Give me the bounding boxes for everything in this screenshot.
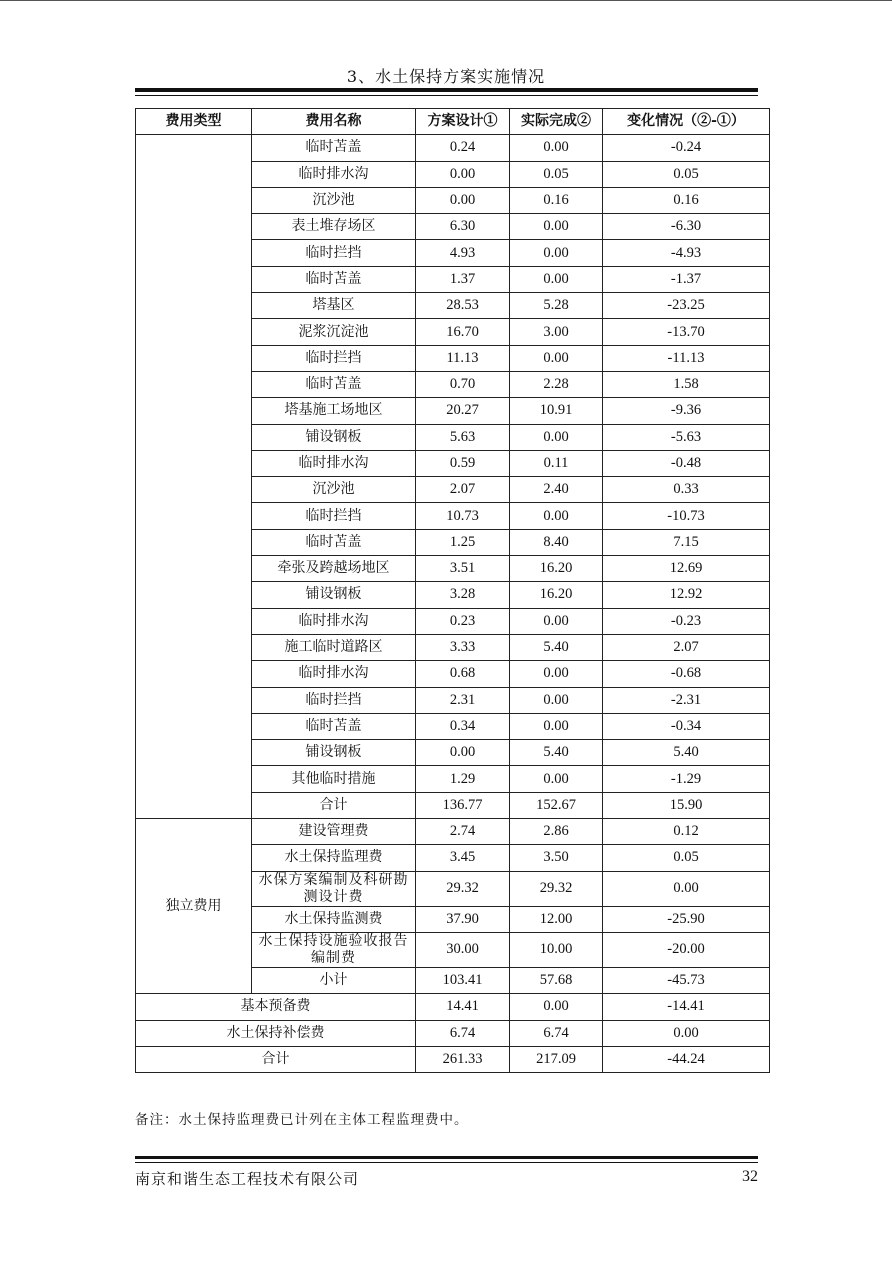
cost-name: 临时苫盖 [252, 266, 416, 292]
actual-value: 152.67 [510, 792, 603, 818]
page-header-title: 3、水土保持方案实施情况 [346, 67, 546, 86]
change-value: -20.00 [603, 932, 770, 967]
change-value: -0.23 [603, 608, 770, 634]
actual-value: 16.20 [510, 556, 603, 582]
change-value: 12.69 [603, 556, 770, 582]
table-row [136, 1046, 770, 1072]
cost-type-cell-temporary [136, 135, 252, 819]
design-value: 1.29 [416, 766, 510, 792]
actual-value: 3.00 [510, 319, 603, 345]
design-value: 0.59 [416, 450, 510, 476]
actual-value: 0.00 [510, 345, 603, 371]
change-value: 15.90 [603, 792, 770, 818]
cost-name: 基本预备费 [136, 994, 416, 1020]
actual-value: 5.40 [510, 634, 603, 660]
cost-name: 施工临时道路区 [252, 634, 416, 660]
header-cost-name: 费用名称 [252, 109, 416, 135]
actual-value: 0.11 [510, 450, 603, 476]
cost-name: 临时苫盖 [252, 135, 416, 161]
change-value: -0.24 [603, 135, 770, 161]
design-value: 30.00 [416, 932, 510, 967]
design-value: 29.32 [416, 871, 510, 906]
design-value: 0.70 [416, 371, 510, 397]
cost-name: 小计 [252, 967, 416, 993]
cost-name: 临时排水沟 [252, 161, 416, 187]
actual-value: 8.40 [510, 529, 603, 555]
design-value: 10.73 [416, 503, 510, 529]
design-value: 11.13 [416, 345, 510, 371]
change-value: -11.13 [603, 345, 770, 371]
design-value: 2.31 [416, 687, 510, 713]
actual-value: 5.28 [510, 293, 603, 319]
change-value: 12.92 [603, 582, 770, 608]
footer-rule-thick [135, 1156, 758, 1159]
design-value: 14.41 [416, 994, 510, 1020]
change-value: -2.31 [603, 687, 770, 713]
design-value: 37.90 [416, 906, 510, 932]
header-cost-type: 费用类型 [136, 109, 252, 135]
design-value: 5.63 [416, 424, 510, 450]
change-value: -0.68 [603, 661, 770, 687]
cost-name: 铺设钢板 [252, 740, 416, 766]
cost-name: 临时拦挡 [252, 345, 416, 371]
cost-name: 临时排水沟 [252, 450, 416, 476]
change-value: -44.24 [603, 1046, 770, 1072]
change-value: -13.70 [603, 319, 770, 345]
design-value: 0.68 [416, 661, 510, 687]
actual-value: 0.00 [510, 608, 603, 634]
design-value: 28.53 [416, 293, 510, 319]
cost-name: 合计 [136, 1046, 416, 1072]
design-value: 0.23 [416, 608, 510, 634]
header-rule-thin [135, 95, 758, 96]
cost-name: 泥浆沉淀池 [252, 319, 416, 345]
actual-value: 5.40 [510, 740, 603, 766]
header-change: 变化情况（②-①） [603, 109, 770, 135]
change-value: -4.93 [603, 240, 770, 266]
cost-name: 水土保持设施验收报告编制费 [252, 932, 416, 967]
actual-value: 217.09 [510, 1046, 603, 1072]
cost-name: 临时排水沟 [252, 608, 416, 634]
actual-value: 0.00 [510, 240, 603, 266]
change-value: 0.33 [603, 477, 770, 503]
change-value: 5.40 [603, 740, 770, 766]
page-number: 32 [742, 1168, 758, 1185]
design-value: 136.77 [416, 792, 510, 818]
table-header-row [136, 109, 770, 135]
actual-value: 0.00 [510, 687, 603, 713]
change-value: 0.05 [603, 845, 770, 871]
change-value: 2.07 [603, 634, 770, 660]
cost-name: 建设管理费 [252, 819, 416, 845]
actual-value: 2.86 [510, 819, 603, 845]
cost-comparison-table [135, 108, 770, 1073]
change-value: 1.58 [603, 371, 770, 397]
design-value: 3.51 [416, 556, 510, 582]
cost-name: 水土保持监理费 [252, 845, 416, 871]
cost-name: 水土保持监测费 [252, 906, 416, 932]
cost-name: 水保方案编制及科研勘测设计费 [252, 871, 416, 906]
design-value: 16.70 [416, 319, 510, 345]
actual-value: 2.40 [510, 477, 603, 503]
cost-name: 临时拦挡 [252, 687, 416, 713]
change-value: -6.30 [603, 214, 770, 240]
cost-name: 临时排水沟 [252, 661, 416, 687]
actual-value: 2.28 [510, 371, 603, 397]
change-value: 0.00 [603, 871, 770, 906]
actual-value: 57.68 [510, 967, 603, 993]
design-value: 261.33 [416, 1046, 510, 1072]
actual-value: 0.00 [510, 766, 603, 792]
change-value: 0.12 [603, 819, 770, 845]
actual-value: 0.00 [510, 214, 603, 240]
design-value: 6.30 [416, 214, 510, 240]
actual-value: 16.20 [510, 582, 603, 608]
cost-name: 沉沙池 [252, 477, 416, 503]
header-actual: 实际完成② [510, 109, 603, 135]
cost-name: 牵张及跨越场地区 [252, 556, 416, 582]
change-value: -45.73 [603, 967, 770, 993]
header-rule-thick [135, 88, 758, 92]
design-value: 0.00 [416, 187, 510, 213]
change-value: -1.29 [603, 766, 770, 792]
cost-name: 临时拦挡 [252, 503, 416, 529]
actual-value: 0.00 [510, 424, 603, 450]
cost-name: 临时苫盖 [252, 371, 416, 397]
table-note: 备注：水土保持监理费已计列在主体工程监理费中。 [135, 1112, 469, 1128]
actual-value: 0.00 [510, 266, 603, 292]
design-value: 6.74 [416, 1020, 510, 1046]
actual-value: 0.00 [510, 135, 603, 161]
actual-value: 10.00 [510, 932, 603, 967]
change-value: -14.41 [603, 994, 770, 1020]
change-value: 0.16 [603, 187, 770, 213]
table-body [136, 135, 770, 1073]
actual-value: 0.00 [510, 713, 603, 739]
cost-name: 塔基施工场地区 [252, 398, 416, 424]
change-value: -0.48 [603, 450, 770, 476]
cost-name: 沉沙池 [252, 187, 416, 213]
design-value: 4.93 [416, 240, 510, 266]
header-design: 方案设计① [416, 109, 510, 135]
change-value: -1.37 [603, 266, 770, 292]
actual-value: 0.00 [510, 994, 603, 1020]
design-value: 2.74 [416, 819, 510, 845]
design-value: 1.37 [416, 266, 510, 292]
cost-name: 水土保持补偿费 [136, 1020, 416, 1046]
design-value: 0.24 [416, 135, 510, 161]
actual-value: 3.50 [510, 845, 603, 871]
design-value: 20.27 [416, 398, 510, 424]
change-value: -5.63 [603, 424, 770, 450]
table-row [136, 819, 770, 845]
cost-name: 临时苫盖 [252, 713, 416, 739]
change-value: 7.15 [603, 529, 770, 555]
table-row [136, 994, 770, 1020]
cost-name: 其他临时措施 [252, 766, 416, 792]
cost-name: 合计 [252, 792, 416, 818]
design-value: 0.00 [416, 740, 510, 766]
footer-rule-thin [135, 1162, 758, 1163]
change-value: -10.73 [603, 503, 770, 529]
change-value: -9.36 [603, 398, 770, 424]
change-value: -0.34 [603, 713, 770, 739]
change-value: 0.00 [603, 1020, 770, 1046]
actual-value: 0.05 [510, 161, 603, 187]
company-name: 南京和谐生态工程技术有限公司 [135, 1170, 360, 1188]
design-value: 2.07 [416, 477, 510, 503]
design-value: 3.45 [416, 845, 510, 871]
actual-value: 10.91 [510, 398, 603, 424]
cost-name: 铺设钢板 [252, 424, 416, 450]
change-value: 0.05 [603, 161, 770, 187]
actual-value: 29.32 [510, 871, 603, 906]
design-value: 0.34 [416, 713, 510, 739]
actual-value: 0.00 [510, 661, 603, 687]
change-value: -25.90 [603, 906, 770, 932]
cost-name: 塔基区 [252, 293, 416, 319]
actual-value: 0.00 [510, 503, 603, 529]
actual-value: 0.16 [510, 187, 603, 213]
cost-name: 临时苫盖 [252, 529, 416, 555]
actual-value: 12.00 [510, 906, 603, 932]
design-value: 3.28 [416, 582, 510, 608]
actual-value: 6.74 [510, 1020, 603, 1046]
change-value: -23.25 [603, 293, 770, 319]
cost-name: 临时拦挡 [252, 240, 416, 266]
table-row [136, 1020, 770, 1046]
design-value: 0.00 [416, 161, 510, 187]
design-value: 1.25 [416, 529, 510, 555]
design-value: 3.33 [416, 634, 510, 660]
top-border [0, 0, 892, 1]
cost-name: 铺设钢板 [252, 582, 416, 608]
cost-name: 表土堆存场区 [252, 214, 416, 240]
cost-type-independent: 独立费用 [136, 819, 252, 994]
design-value: 103.41 [416, 967, 510, 993]
table-row [136, 135, 770, 161]
